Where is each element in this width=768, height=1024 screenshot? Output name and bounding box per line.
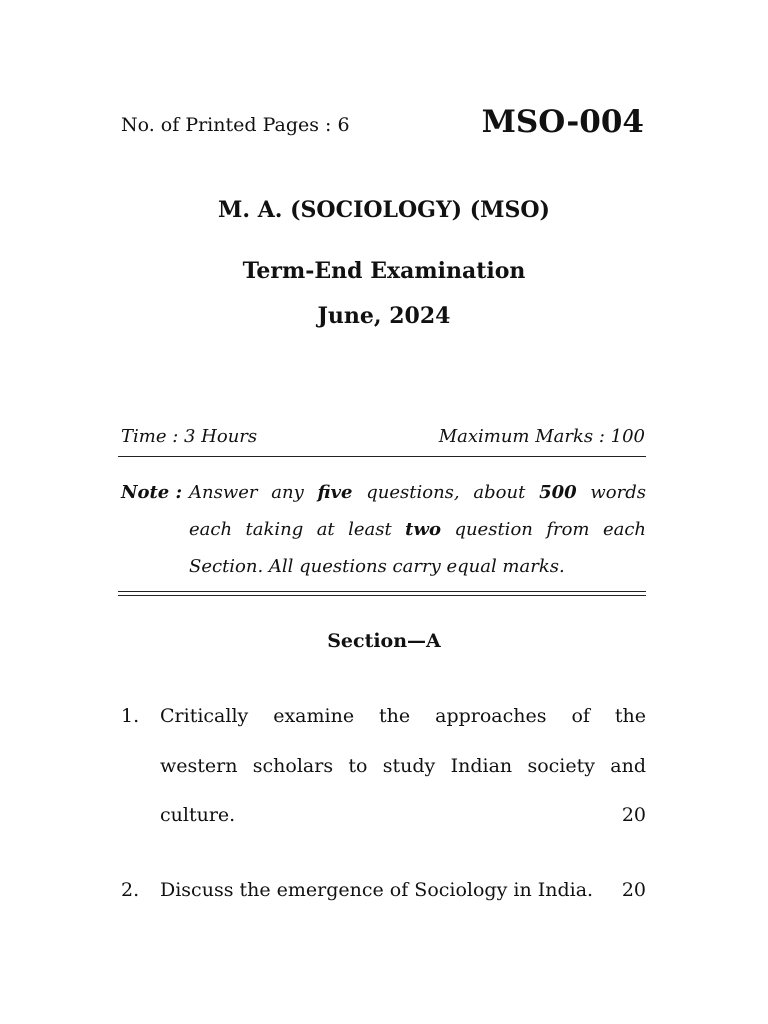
note-line-2 <box>189 519 646 540</box>
note-text: question from each <box>441 519 646 540</box>
note-text: words <box>576 482 646 503</box>
note-line-3: Section. All questions carry equal marks. <box>189 556 565 577</box>
note-line-1 <box>189 482 646 503</box>
note-text: questions, about <box>352 482 540 503</box>
question-marks: 20 <box>621 879 646 901</box>
header-divider <box>118 456 646 457</box>
question-number: 1. <box>121 705 140 727</box>
note-emphasis-500: 500 <box>539 482 577 503</box>
maximum-marks: Maximum Marks : 100 <box>438 426 645 447</box>
exam-title: Term-End Examination <box>242 258 526 284</box>
question-text-line: culture. <box>160 804 236 826</box>
question-number: 2. <box>121 879 140 901</box>
note-label: Note : <box>121 482 183 503</box>
note-text: Answer any <box>189 482 318 503</box>
programme-title: M. A. (SOCIOLOGY) (MSO) <box>218 197 550 223</box>
question-text-line: Critically examine the approaches of the <box>160 705 646 727</box>
question-marks: 20 <box>621 804 646 826</box>
note-divider-bottom <box>118 595 646 596</box>
question-text-line: western scholars to study Indian society and <box>160 755 646 777</box>
question-text-line: Discuss the emergence of Sociology in India. <box>160 879 594 901</box>
section-heading: Section—A <box>327 630 441 652</box>
note-text: each taking at least <box>189 519 406 540</box>
note-emphasis-five: five <box>317 482 353 503</box>
paper-code: MSO-004 <box>481 104 644 140</box>
exam-date: June, 2024 <box>317 303 451 329</box>
note-divider-top <box>118 591 646 592</box>
note-emphasis-two: two <box>405 519 441 540</box>
time-allowed: Time : 3 Hours <box>121 426 258 447</box>
printed-pages-count: No. of Printed Pages : 6 <box>121 114 350 136</box>
